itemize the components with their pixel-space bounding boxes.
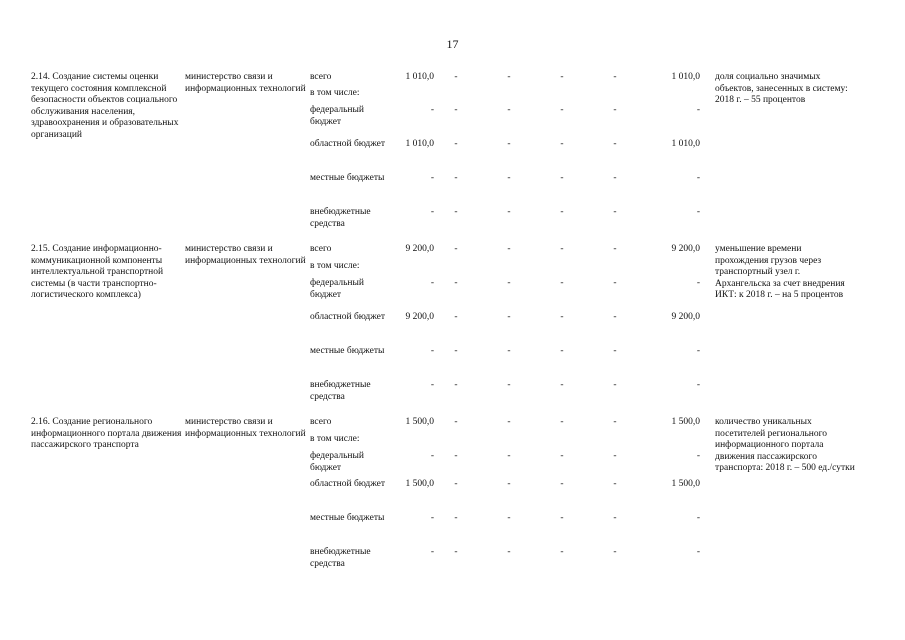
amount-year: - [454, 547, 458, 557]
amount-total: 1 500,0 [405, 417, 434, 427]
amount-total: - [430, 346, 434, 356]
funding-source: внебюджетные средства [310, 380, 371, 402]
amount-year: - [560, 139, 564, 149]
amount-year: - [613, 173, 617, 183]
amount-year: - [613, 380, 617, 390]
amount-year: - [696, 380, 700, 390]
amount-total: 9 200,0 [405, 312, 434, 322]
funding-source: местные бюджеты [310, 173, 385, 183]
amount-year: - [560, 513, 564, 523]
amount-year: - [696, 207, 700, 217]
amount-year: - [560, 244, 564, 254]
amount-year: 1 500,0 [671, 417, 700, 427]
amount-total: 9 200,0 [405, 244, 434, 254]
amount-year: - [613, 513, 617, 523]
amount-total: - [430, 547, 434, 557]
amount-year: - [454, 207, 458, 217]
funding-source: местные бюджеты [310, 513, 385, 523]
amount-year: - [454, 346, 458, 356]
funding-source: областной бюджет [310, 312, 386, 322]
amount-year: 1 010,0 [671, 72, 700, 82]
amount-year: - [507, 417, 511, 427]
amount-year: - [560, 346, 564, 356]
funding-source: федеральный бюджет [310, 278, 364, 300]
amount-year: - [454, 380, 458, 390]
amount-year: - [613, 312, 617, 322]
funding-source: федеральный бюджет [310, 451, 364, 473]
amount-year: - [696, 105, 700, 115]
executor: министерство связи и информационных технологий [185, 72, 306, 94]
amount-year: - [613, 479, 617, 489]
amount-year: - [454, 451, 458, 461]
amount-year: - [454, 244, 458, 254]
amount-total: - [430, 278, 434, 288]
amount-year: - [507, 244, 511, 254]
amount-year: - [613, 207, 617, 217]
amount-year: - [507, 173, 511, 183]
amount-year: - [560, 479, 564, 489]
funding-source: в том числе: [310, 88, 360, 98]
amount-total: - [430, 105, 434, 115]
amount-year: - [613, 547, 617, 557]
amount-year: 9 200,0 [671, 244, 700, 254]
page-number: 17 [446, 37, 459, 51]
amount-year: - [454, 72, 458, 82]
amount-year: - [696, 346, 700, 356]
funding-source: местные бюджеты [310, 346, 385, 356]
target-indicator: количество уникальных посетителей регионального информационного портала движения пассажирского транспорта: 2018 г. – 500 ед./сутки [715, 417, 855, 473]
amount-year: - [613, 139, 617, 149]
amount-year: - [613, 417, 617, 427]
amount-year: 9 200,0 [671, 312, 700, 322]
task-title: 2.16. Создание регионального информационного портала движения пассажирского транспорта [31, 417, 182, 450]
amount-total: - [430, 207, 434, 217]
amount-year: - [613, 244, 617, 254]
amount-year: - [613, 278, 617, 288]
executor: министерство связи и информационных технологий [185, 244, 306, 266]
amount-total: - [430, 513, 434, 523]
amount-year: - [613, 346, 617, 356]
amount-total: 1 010,0 [405, 139, 434, 149]
funding-source: всего [310, 244, 332, 254]
funding-source: областной бюджет [310, 139, 386, 149]
amount-year: - [507, 513, 511, 523]
amount-year: - [696, 513, 700, 523]
amount-year: - [696, 547, 700, 557]
amount-year: - [613, 72, 617, 82]
amount-year: - [507, 547, 511, 557]
amount-year: - [507, 139, 511, 149]
task-title: 2.14. Создание системы оценки текущего состояния комплексной безопасности объектов социального обслуживания населения, здравоохранения и образовательных организаций [31, 72, 179, 140]
amount-year: - [560, 417, 564, 427]
amount-year: - [454, 278, 458, 288]
amount-year: - [507, 479, 511, 489]
executor: министерство связи и информационных технологий [185, 417, 306, 439]
amount-year: - [454, 312, 458, 322]
amount-year: - [696, 173, 700, 183]
amount-year: - [560, 547, 564, 557]
amount-year: - [507, 278, 511, 288]
amount-year: - [454, 105, 458, 115]
amount-total: 1 010,0 [405, 72, 434, 82]
funding-source: внебюджетные средства [310, 547, 371, 569]
funding-source: в том числе: [310, 434, 360, 444]
amount-year: - [560, 380, 564, 390]
amount-year: - [507, 72, 511, 82]
amount-year: - [507, 312, 511, 322]
amount-year: - [507, 105, 511, 115]
amount-year: - [560, 278, 564, 288]
amount-total: - [430, 451, 434, 461]
amount-year: - [454, 513, 458, 523]
funding-source: областной бюджет [310, 479, 386, 489]
amount-year: - [454, 173, 458, 183]
funding-source: всего [310, 417, 332, 427]
amount-year: - [613, 105, 617, 115]
amount-year: - [454, 139, 458, 149]
amount-year: - [454, 479, 458, 489]
amount-year: - [560, 207, 564, 217]
amount-year: - [696, 278, 700, 288]
target-indicator: доля социально значимых объектов, занесенных в систему: 2018 г. – 55 процентов [715, 72, 848, 105]
amount-total: - [430, 380, 434, 390]
funding-source: всего [310, 72, 332, 82]
amount-total: 1 500,0 [405, 479, 434, 489]
amount-year: - [507, 451, 511, 461]
amount-year: - [560, 105, 564, 115]
amount-year: - [560, 173, 564, 183]
amount-total: - [430, 173, 434, 183]
funding-source: в том числе: [310, 261, 360, 271]
funding-source: федеральный бюджет [310, 105, 364, 127]
amount-year: 1 500,0 [671, 479, 700, 489]
amount-year: - [507, 346, 511, 356]
amount-year: - [560, 72, 564, 82]
target-indicator: уменьшение времени прохождения грузов через транспортный узел г. Архангельска за счет внедрения ИКТ: к 2018 г. – на 5 процентов [715, 244, 845, 300]
amount-year: - [454, 417, 458, 427]
amount-year: - [507, 380, 511, 390]
funding-source: внебюджетные средства [310, 207, 371, 229]
amount-year: - [560, 451, 564, 461]
task-title: 2.15. Создание информационно-коммуникационной компоненты интеллектуальной транспортной системы (в части транспортно-логистического комплекса) [31, 244, 164, 300]
amount-year: 1 010,0 [671, 139, 700, 149]
amount-year: - [613, 451, 617, 461]
amount-year: - [696, 451, 700, 461]
amount-year: - [560, 312, 564, 322]
amount-year: - [507, 207, 511, 217]
